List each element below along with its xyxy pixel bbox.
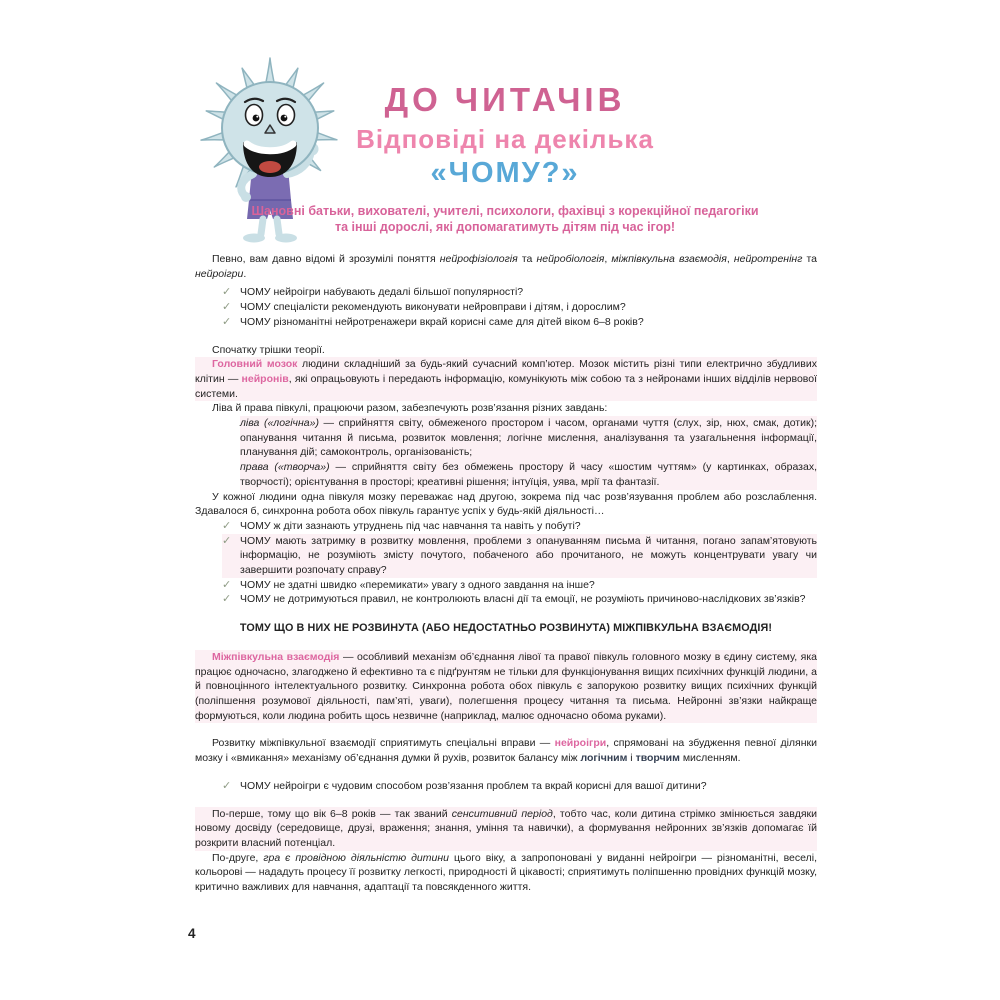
check-icon: ✓ [222, 534, 232, 547]
body-text: Ліва й права півкулі, працюючи разом, забезпечують розв’язання різних завдань: [212, 402, 608, 415]
check-icon: ✓ [222, 286, 232, 299]
check-item [222, 285, 817, 300]
body-text: — сприйняття світу без обмежень простору й часу «шостим чуттям» (у картинках, образах, творчості); орієнтування в просторі; креативні рішення; інтуїція, уява, мрії та фантазії. [240, 461, 817, 488]
emphasis-line [195, 621, 817, 636]
check-icon: ✓ [222, 578, 232, 591]
highlighted-text: права («творча») [240, 461, 330, 474]
body-text: У кожної людини одна півкуля мозку переважає над другою, зокрема під час розв’язування проблем або розслаблення. Здавалося б, синхронна робота обох півкуль гарантує успіх у будь-якій діяльності… [195, 490, 817, 518]
highlighted-text: творчим [635, 752, 680, 765]
paragraph [195, 650, 817, 724]
highlighted-text: нейроігри [195, 267, 244, 280]
page-subtitle: Відповіді на декілька [356, 124, 654, 154]
body-text: , [726, 253, 734, 265]
check-item [222, 315, 817, 330]
greeting-line-2: та інші дорослі, які допомагатимуть дітям під час ігор! [334, 220, 676, 234]
body-text: людини складніший за будь-який сучасний комп’ютер. Мозок містить різні типи електрично збудливих клітин — [195, 358, 817, 385]
body-text: По-перше, тому що вік 6–8 років — так званий [212, 807, 452, 820]
highlighted-text: нейрофізіологія [439, 253, 518, 265]
body-text: ЧОМУ спеціалісти рекомендують виконувати нейровправи і дітям, і дорослим? [240, 301, 626, 314]
body-text: та [517, 253, 537, 265]
check-item [222, 578, 817, 593]
check-item-text [240, 592, 817, 607]
highlighted-text: гра є провідною діяльністю дитини [263, 851, 449, 864]
highlighted-text: Головний мозок [212, 358, 298, 371]
check-item-text [240, 300, 817, 315]
body-text: ЧОМУ різноманітні нейротренажери вкрай корисні саме для дітей віком 6–8 років? [240, 315, 644, 328]
highlighted-text: нейробіологія [536, 253, 605, 265]
check-icon: ✓ [222, 779, 232, 792]
check-item-text [240, 285, 817, 300]
highlighted-text: нейронів [241, 372, 289, 385]
page-title: ДО ЧИТАЧІВ [384, 81, 626, 118]
highlighted-text: Міжпівкульна взаємодія [212, 650, 340, 663]
paragraph [195, 736, 817, 765]
check-item [222, 534, 817, 578]
page-header [195, 82, 815, 235]
check-item-text [240, 315, 817, 330]
body-text: ЧОМУ мають затримку в розвитку мовлення, проблеми з опануванням письма й читання, погано запам’ятовують інформацію, не розуміють змісту почутого, побаченого або прочитаного, не можуть концентрувати увагу чи завершити розпочату справу? [240, 534, 817, 577]
check-item [222, 592, 817, 607]
definition-item [240, 460, 817, 489]
body-text: ЧОМУ не дотримуються правил, не контролюють власні дії та емоції, не розуміють причиново-наслідкових зв’язків? [240, 593, 806, 606]
document-body [195, 252, 817, 895]
body-text: — сприйняття світу, обмеженого простором і часом, органами чуття (слух, зір, нюх, смак, дотик); опанування читання й письма, розвиток мовлення; логічне мислення, аналізування та узагальнення інформації, планування дій; самоконтроль, організованість; [240, 417, 817, 459]
definition-item [240, 416, 817, 460]
body-text: По-друге, [212, 851, 264, 864]
paragraph [195, 357, 817, 401]
check-item-text [240, 578, 817, 593]
paragraph [195, 490, 817, 519]
page-subtitle-why: «ЧОМУ?» [430, 157, 580, 189]
body-text: , спрямовані на збудження певної ділянки мозку і «вмикання» механізму об’єднання думки й рухів, розвиток балансу між [195, 737, 817, 765]
highlighted-text: міжпівкульна взаємодія [611, 253, 727, 265]
paragraph [195, 851, 817, 895]
body-text: і [627, 752, 636, 765]
paragraph [195, 807, 817, 851]
check-icon: ✓ [222, 315, 232, 328]
check-icon: ✓ [222, 593, 232, 606]
greeting-line-1: Шановні батьки, вихователі, учителі, психологи, фахівці з корекційної педагогіки [251, 204, 759, 218]
paragraph [195, 252, 817, 281]
check-item [222, 300, 817, 315]
body-text: , тобто час, коли дитина стрімко змінюється завдяки новому досвіду (середовище, друзі, враження; знання, уміння та навички), а формування нейронних зв’язків допомагає їй розкрити власний потенціал. [195, 807, 817, 849]
check-item-text [240, 534, 817, 578]
body-text: цього віку, а запропоновані у виданні нейроігри — різноманітні, веселі, кольорові — нададуть процесу її розвитку легкості, природності й цікавості; сприятимуть поліпшенню провідних функцій мозку, критично важливих для навчання, адаптації та повсякденного життя. [195, 851, 818, 894]
body-text: Спочатку трішки теорії. [212, 343, 325, 356]
highlighted-text: сенситивний період [451, 807, 553, 820]
check-item [222, 519, 817, 534]
check-icon: ✓ [222, 301, 232, 314]
body-text: . [243, 267, 247, 280]
body-text: ЧОМУ нейроігри є чудовим способом розв’язання проблем та вкрай корисні для вашої дитини? [240, 779, 707, 792]
body-text: , [604, 253, 612, 265]
body-text: — особливий механізм об’єднання лівої та правої півкуль головного мозку в єдину систему, яка працює одночасно, злагоджено й ефективно та є підґрунтям не тільки для функціонування вищих психічних функцій людини, а й повноцінного інтелектуального розвитку. Синхронна робота обох півкуль є запорукою розвитку вищих психічних функцій (поліпшення розумової діяльності, пам’яті, уваги), полегшення процесу читання та письма. Нейронні зв’язки найкраще формуються, коли людина робить щось незвичне (наприклад, малює одночасно обома руками). [195, 650, 817, 722]
check-item [222, 779, 817, 794]
body-text: мисленням. [679, 752, 741, 765]
check-item-text [240, 519, 817, 534]
paragraph [195, 401, 817, 416]
body-text: ЧОМУ ж діти зазнають утруднень під час навчання та навіть у побуті? [240, 519, 581, 532]
body-text: Розвитку міжпівкульної взаємодії сприятимуть спеціальні вправи — [212, 737, 555, 750]
check-icon: ✓ [222, 519, 232, 532]
body-text: ЧОМУ не здатні швидко «перемикати» увагу з одного завдання на інше? [240, 578, 595, 591]
body-text: ТОМУ ЩО В НИХ НЕ РОЗВИНУТА (АБО НЕДОСТАТНЬО РОЗВИНУТА) МІЖПІВКУЛЬНА ВЗАЄМОДІЯ! [239, 622, 773, 635]
highlighted-text: ліва («логічна») [240, 417, 319, 430]
body-text: та [802, 253, 818, 265]
body-text: ЧОМУ нейроігри набувають дедалі більшої популярності? [240, 286, 524, 299]
highlighted-text: нейроігри [554, 737, 607, 750]
body-text: , які опрацьовують і передають інформацію, комунікують між собою та з нейронами інших відділів нервової системи. [195, 372, 817, 400]
highlighted-text: логічним [580, 752, 628, 765]
paragraph [195, 343, 817, 358]
body-text: Певно, вам давно відомі й зрозумілі поняття [212, 253, 440, 265]
check-item-text [240, 779, 817, 794]
greeting-text [195, 203, 815, 235]
page-number: 4 [188, 926, 196, 941]
highlighted-text: нейротренінг [733, 253, 803, 265]
